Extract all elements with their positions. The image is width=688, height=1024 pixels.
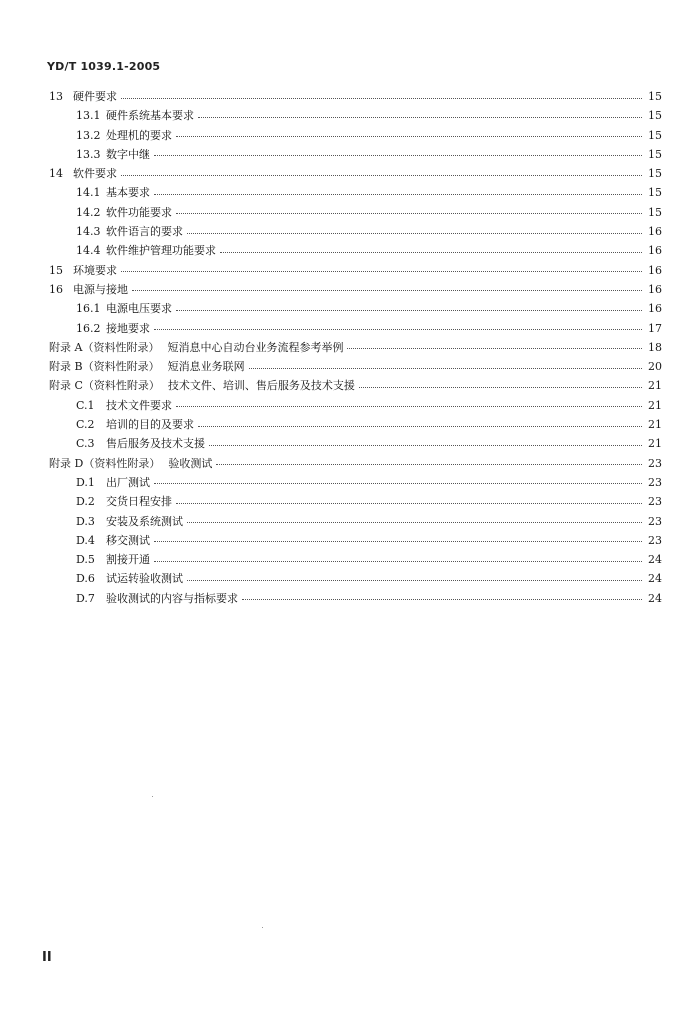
- toc-entry-title: 出厂测试: [106, 475, 150, 489]
- toc-row: [0, 492, 688, 511]
- toc-entry-number: D.1: [76, 475, 95, 489]
- toc-entry-page: 16: [648, 244, 662, 258]
- toc-entry-page: 15: [648, 186, 662, 200]
- toc-entry-title: 基本要求: [106, 186, 150, 200]
- toc-leader-dots: [359, 387, 642, 388]
- toc-entry-number: 15: [49, 263, 63, 277]
- toc-entry-number: 13: [49, 90, 63, 103]
- toc-entry-number: 13.1: [76, 109, 101, 123]
- toc-entry: [49, 454, 662, 473]
- toc-leader-dots: [121, 98, 642, 99]
- toc-leader-dots: [198, 117, 642, 118]
- toc-entry-page: 16: [648, 302, 662, 316]
- toc-row: [0, 145, 688, 164]
- toc-entry: [76, 396, 662, 415]
- toc-entry-page: 16: [648, 282, 662, 296]
- toc-leader-dots: [187, 580, 642, 581]
- toc-entry-title: 数字中继: [106, 147, 150, 161]
- toc-entry-title: 软件功能要求: [106, 205, 172, 219]
- toc-entry-page: 23: [648, 475, 662, 489]
- toc-entry: [76, 241, 662, 260]
- toc-entry-number: 14: [49, 167, 63, 181]
- toc-leader-dots: [249, 368, 642, 369]
- toc-entry: [76, 569, 662, 588]
- toc-entry-title: 硬件系统基本要求: [106, 109, 194, 123]
- toc-row: [0, 473, 688, 492]
- toc-entry-title: 电源与接地: [73, 282, 128, 296]
- page-number-footer: II: [42, 950, 52, 965]
- toc-entry-page: 15: [648, 109, 662, 123]
- toc-row: [0, 106, 688, 125]
- toc-entry: [76, 319, 662, 338]
- toc-row: [0, 357, 688, 376]
- toc-entry-title: 软件语言的要求: [106, 225, 183, 239]
- toc-row: [0, 299, 688, 318]
- toc-entry-title: 培训的目的及要求: [106, 418, 194, 432]
- toc-entry-number: C.2: [76, 418, 95, 432]
- scan-speck: [262, 927, 263, 928]
- toc-leader-dots: [347, 348, 642, 349]
- toc-entry-number: D.5: [76, 553, 95, 567]
- toc-entry-page: 17: [648, 321, 662, 335]
- toc-leader-dots: [154, 194, 642, 195]
- toc-entry: [49, 357, 662, 376]
- toc-row: [0, 183, 688, 202]
- toc-entry: [76, 183, 662, 202]
- toc-entry: [49, 164, 662, 183]
- toc-row: [0, 550, 688, 569]
- toc-entry-page: 23: [648, 533, 662, 547]
- toc-row: [0, 434, 688, 453]
- toc-entry-page: 24: [648, 591, 662, 605]
- toc-entry-title: 技术文件要求: [106, 398, 172, 412]
- toc-entry-page: 23: [648, 514, 662, 528]
- toc-leader-dots: [154, 561, 642, 562]
- toc-row: [0, 338, 688, 357]
- toc-entry-number: D.3: [76, 514, 95, 528]
- toc-entry-number: D.2: [76, 495, 95, 509]
- scan-speck: [152, 796, 153, 797]
- toc-entry: [49, 280, 662, 299]
- toc-entry-number: 13.2: [76, 128, 101, 142]
- toc-row: [0, 396, 688, 415]
- toc-entry: [76, 299, 662, 318]
- toc-entry-title: 软件维护管理功能要求: [106, 244, 216, 258]
- table-of-contents: [0, 87, 688, 608]
- toc-leader-dots: [187, 522, 642, 523]
- toc-entry-title: 处理机的要求: [106, 128, 172, 142]
- toc-row: [0, 222, 688, 241]
- toc-entry-page: 15: [648, 90, 662, 103]
- toc-leader-dots: [154, 329, 642, 330]
- toc-leader-dots: [242, 599, 642, 600]
- toc-entry-title: 软件要求: [73, 167, 117, 181]
- toc-entry-number: 14.2: [76, 205, 101, 219]
- toc-entry-number: 附录 D（资料性附录）: [49, 456, 161, 470]
- toc-entry-number: 14.3: [76, 225, 101, 239]
- toc-leader-dots: [154, 155, 642, 156]
- toc-entry-number: D.7: [76, 591, 95, 605]
- toc-row: [0, 415, 688, 434]
- toc-entry-number: C.3: [76, 437, 95, 451]
- toc-entry: [49, 338, 662, 357]
- toc-entry-page: 21: [648, 379, 662, 393]
- toc-entry: [49, 376, 662, 395]
- toc-entry-number: D.4: [76, 533, 95, 547]
- toc-entry-title: 验收测试的内容与指标要求: [106, 591, 238, 605]
- toc-entry: [76, 203, 662, 222]
- toc-entry: [76, 434, 662, 453]
- toc-leader-dots: [176, 310, 642, 311]
- toc-leader-dots: [154, 541, 642, 542]
- toc-entry-title: 环境要求: [73, 263, 117, 277]
- toc-entry-page: 21: [648, 398, 662, 412]
- toc-entry-page: 24: [648, 553, 662, 567]
- toc-row: [0, 241, 688, 260]
- toc-row: [0, 164, 688, 183]
- document-code-header: YD/T 1039.1-2005: [47, 60, 161, 73]
- toc-entry-title: 安装及系统测试: [106, 514, 183, 528]
- toc-entry: [76, 531, 662, 550]
- toc-entry-page: 23: [648, 495, 662, 509]
- toc-entry-title: 移交测试: [106, 533, 150, 547]
- toc-entry-page: 16: [648, 225, 662, 239]
- toc-entry-page: 15: [648, 167, 662, 181]
- toc-entry-title: 接地要求: [106, 321, 150, 335]
- toc-entry-page: 21: [648, 437, 662, 451]
- toc-entry: [76, 222, 662, 241]
- toc-entry-title: 硬件要求: [73, 90, 117, 103]
- toc-entry: [76, 589, 662, 608]
- toc-entry: [76, 512, 662, 531]
- toc-entry: [76, 126, 662, 145]
- toc-leader-dots: [132, 290, 642, 291]
- toc-entry-number: 附录 C（资料性附录）: [49, 379, 160, 393]
- toc-row: [0, 512, 688, 531]
- toc-entry-title: 短消息业务联网: [167, 360, 245, 374]
- toc-entry-page: 24: [648, 572, 662, 586]
- toc-entry-title: 割接开通: [106, 553, 150, 567]
- toc-entry-number: 13.3: [76, 147, 101, 161]
- toc-leader-dots: [121, 175, 642, 176]
- toc-leader-dots: [176, 406, 642, 407]
- toc-row: [0, 203, 688, 222]
- toc-row: [0, 87, 688, 106]
- toc-entry-page: 18: [648, 340, 662, 354]
- toc-entry-number: 16.2: [76, 321, 101, 335]
- toc-entry-page: 15: [648, 147, 662, 161]
- toc-leader-dots: [220, 252, 642, 253]
- toc-entry-page: 16: [648, 263, 662, 277]
- toc-leader-dots: [209, 445, 642, 446]
- toc-entry-title: 验收测试: [168, 456, 213, 470]
- toc-entry: [76, 415, 662, 434]
- toc-entry-number: 14.4: [76, 244, 101, 258]
- toc-entry-title: 售后服务及技术支援: [106, 437, 205, 451]
- toc-row: [0, 376, 688, 395]
- toc-entry-number: C.1: [76, 398, 95, 412]
- toc-entry: [76, 145, 662, 164]
- toc-entry-number: 附录 B（资料性附录）: [49, 360, 160, 374]
- toc-leader-dots: [121, 271, 642, 272]
- toc-entry-page: 21: [648, 418, 662, 432]
- toc-row: [0, 319, 688, 338]
- toc-entry: [49, 87, 662, 106]
- toc-entry: [76, 106, 662, 125]
- toc-entry-number: 16: [49, 282, 63, 296]
- toc-entry: [49, 261, 662, 280]
- toc-entry-title: 试运转验收测试: [106, 572, 183, 586]
- toc-entry-number: 14.1: [76, 186, 101, 200]
- toc-row: [0, 280, 688, 299]
- toc-entry-page: 15: [648, 205, 662, 219]
- toc-entry-page: 15: [648, 128, 662, 142]
- toc-row: [0, 531, 688, 550]
- toc-row: [0, 569, 688, 588]
- toc-row: [0, 454, 688, 473]
- toc-entry-title: 电源电压要求: [106, 302, 172, 316]
- toc-entry-title: 技术文件、培训、售后服务及技术支援: [167, 379, 355, 393]
- toc-leader-dots: [176, 213, 642, 214]
- toc-entry-title: 交货日程安排: [106, 495, 172, 509]
- toc-entry-number: 16.1: [76, 302, 101, 316]
- toc-leader-dots: [154, 483, 642, 484]
- toc-row: [0, 126, 688, 145]
- toc-entry-number: D.6: [76, 572, 95, 586]
- toc-entry: [76, 550, 662, 569]
- toc-leader-dots: [187, 233, 642, 234]
- toc-row: [0, 261, 688, 280]
- toc-leader-dots: [176, 136, 642, 137]
- toc-entry-page: 20: [648, 360, 662, 374]
- toc-row: [0, 589, 688, 608]
- toc-leader-dots: [176, 503, 642, 504]
- toc-entry-number: 附录 A（资料性附录）: [49, 340, 160, 354]
- toc-entry-title: 短消息中心自动台业务流程参考举例: [167, 340, 344, 354]
- toc-entry: [76, 473, 662, 492]
- toc-entry: [76, 492, 662, 511]
- toc-leader-dots: [198, 426, 642, 427]
- toc-leader-dots: [216, 464, 642, 465]
- toc-entry-page: 23: [648, 456, 662, 470]
